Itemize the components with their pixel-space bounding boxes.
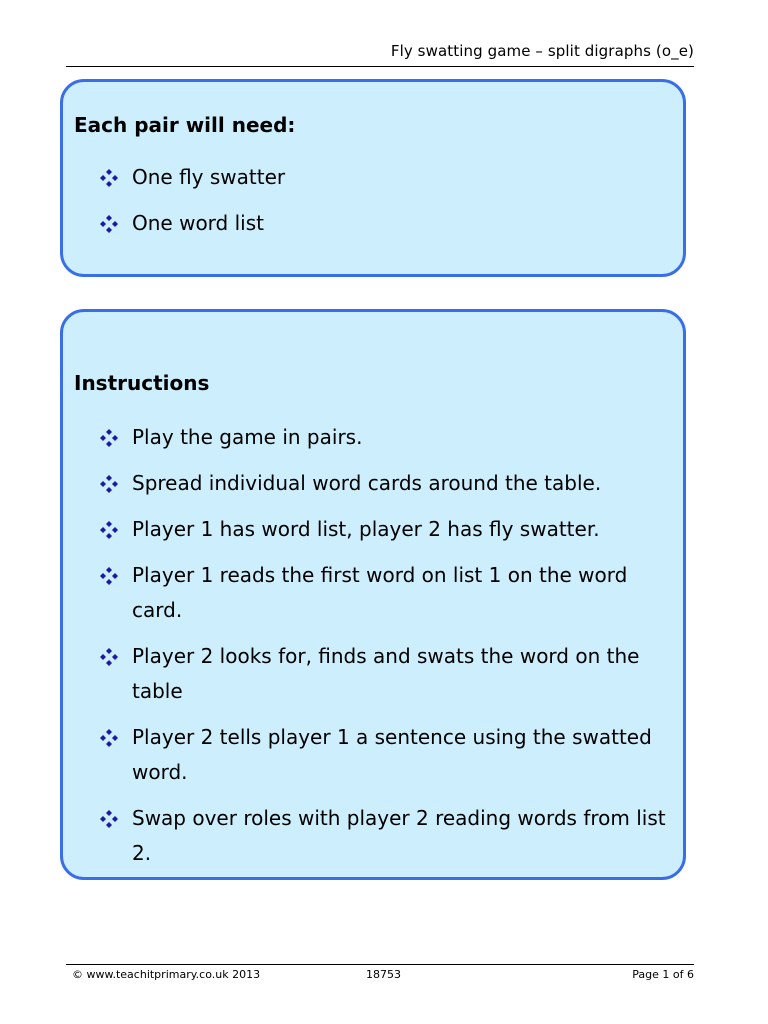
list-item [99, 639, 673, 709]
instructions-list [99, 420, 673, 882]
list-item-text: One word list [132, 211, 264, 235]
list-item [99, 720, 673, 790]
footer-page-number: Page 1 of 6 [632, 968, 694, 981]
diamond-bullet-icon [99, 206, 119, 241]
needs-heading: Each pair will need: [74, 113, 296, 137]
list-item-text: Player 2 tells player 1 a sentence using the swatted word. [132, 725, 652, 784]
list-item [99, 801, 673, 871]
list-item [99, 512, 673, 547]
document-title: Fly swatting game – split digraphs (o_e) [390, 42, 694, 60]
diamond-bullet-icon [99, 466, 119, 501]
needs-list [99, 160, 673, 252]
footer-resource-code: 18753 [366, 968, 401, 981]
footer-copyright: © www.teachitprimary.co.uk 2013 [72, 968, 261, 981]
needs-panel [60, 79, 686, 277]
list-item [99, 420, 673, 455]
list-item-text: One fly swatter [132, 165, 286, 189]
footer-divider [66, 964, 694, 965]
diamond-bullet-icon [99, 639, 119, 674]
list-item-text: Play the game in pairs. [132, 425, 363, 449]
list-item-text: Swap over roles with player 2 reading words from list 2. [132, 806, 666, 865]
diamond-bullet-icon [99, 160, 119, 195]
diamond-bullet-icon [99, 801, 119, 836]
list-item-text: Spread individual word cards around the table. [132, 471, 602, 495]
diamond-bullet-icon [99, 558, 119, 593]
instructions-panel [60, 309, 686, 880]
list-item [99, 206, 673, 241]
list-item [99, 558, 673, 628]
list-item-text: Player 1 has word list, player 2 has fly swatter. [132, 517, 600, 541]
list-item [99, 160, 673, 195]
diamond-bullet-icon [99, 420, 119, 455]
list-item-text: Player 1 reads the first word on list 1 on the word card. [132, 563, 628, 622]
list-item-text: Player 2 looks for, finds and swats the word on the table [132, 644, 640, 703]
header-divider [66, 66, 694, 67]
list-item [99, 466, 673, 501]
diamond-bullet-icon [99, 512, 119, 547]
diamond-bullet-icon [99, 720, 119, 755]
instructions-heading: Instructions [74, 371, 210, 395]
